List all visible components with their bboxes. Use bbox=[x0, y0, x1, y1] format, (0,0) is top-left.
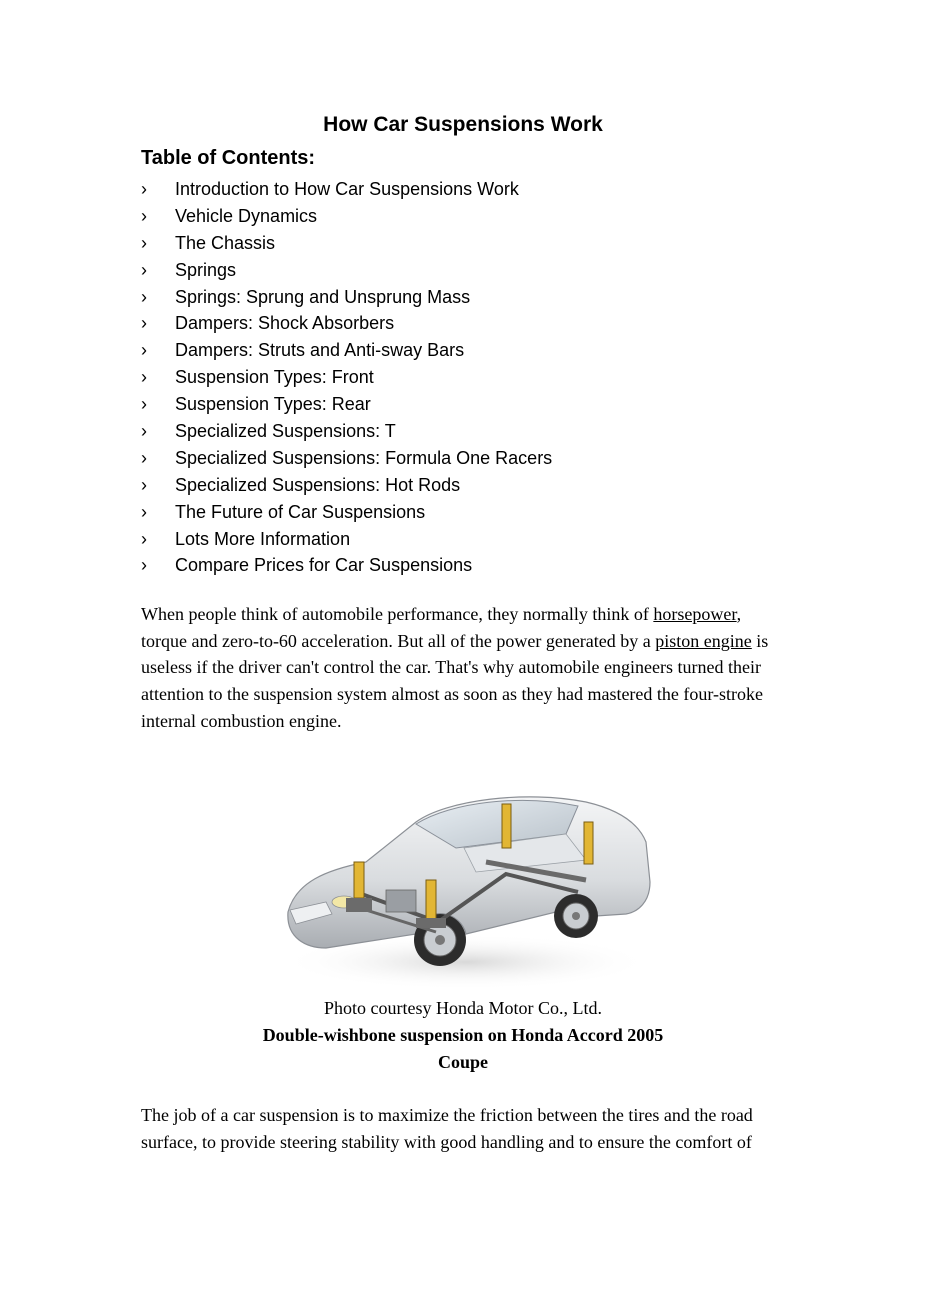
chevron-right-icon: › bbox=[141, 286, 147, 307]
toc-item-label: Springs: Sprung and Unsprung Mass bbox=[175, 286, 471, 307]
figure-caption-continued: Coupe bbox=[437, 1052, 488, 1072]
body-line: surface, to provide steering stability with good handling and to ensure the comfort of bbox=[141, 1131, 752, 1152]
toc-item[interactable] bbox=[141, 553, 552, 580]
horsepower-link[interactable]: horsepower bbox=[653, 604, 737, 624]
toc-item[interactable] bbox=[141, 231, 552, 258]
chevron-right-icon: › bbox=[141, 259, 147, 280]
figure-caption: Double-wishbone suspension on Honda Accord 2005 bbox=[262, 1025, 664, 1045]
chevron-right-icon: › bbox=[141, 421, 147, 442]
toc-item[interactable] bbox=[141, 527, 552, 554]
chevron-right-icon: › bbox=[141, 474, 147, 495]
toc-item[interactable] bbox=[141, 419, 552, 446]
toc-item-label: Springs bbox=[175, 259, 237, 280]
toc-item-label: Lots More Information bbox=[175, 528, 351, 549]
chevron-right-icon: › bbox=[141, 205, 147, 226]
toc-item-label: Specialized Suspensions: Formula One Racers bbox=[175, 447, 553, 468]
chevron-right-icon: › bbox=[141, 555, 147, 576]
intro-paragraph bbox=[141, 601, 791, 735]
toc-item[interactable] bbox=[141, 392, 552, 419]
intro-text: , torque and zero-to-60 acceleration. But all of the power generated by a bbox=[141, 604, 742, 651]
car-suspension-image bbox=[266, 762, 658, 992]
chevron-right-icon: › bbox=[141, 501, 147, 522]
intro-text: is useless if the driver can't control the car. That's why automobile engineers turned their attention to the suspension system almost as soon as they had mastered the four-stroke internal combustion engine. bbox=[141, 630, 769, 731]
chevron-right-icon: › bbox=[141, 313, 147, 334]
table-of-contents bbox=[141, 177, 552, 580]
toc-item[interactable] bbox=[141, 500, 552, 527]
toc-item-label: Compare Prices for Car Suspensions bbox=[175, 555, 473, 576]
toc-heading: Table of Contents: bbox=[141, 147, 316, 169]
chevron-right-icon: › bbox=[141, 179, 147, 199]
chevron-right-icon: › bbox=[141, 232, 147, 253]
toc-item-label: The Chassis bbox=[175, 232, 276, 253]
intro-text: When people think of automobile performance, they normally think of bbox=[141, 604, 654, 624]
toc-item[interactable] bbox=[141, 446, 552, 473]
toc-item-label: Specialized Suspensions: Hot Rods bbox=[175, 474, 461, 495]
toc-item-label: The Future of Car Suspensions bbox=[175, 501, 426, 522]
toc-item-label: Suspension Types: Front bbox=[175, 367, 374, 388]
chevron-right-icon: › bbox=[141, 447, 147, 468]
body-line: The job of a car suspension is to maximize the friction between the tires and the road bbox=[141, 1105, 753, 1125]
toc-item-label: Specialized Suspensions: T bbox=[175, 421, 396, 442]
page-title: How Car Suspensions Work bbox=[323, 113, 603, 136]
toc-item[interactable] bbox=[141, 285, 552, 312]
toc-item[interactable] bbox=[141, 311, 552, 338]
toc-item-label: Vehicle Dynamics bbox=[175, 205, 318, 226]
toc-item-label: Suspension Types: Rear bbox=[175, 394, 371, 415]
piston-engine-link[interactable]: piston engine bbox=[655, 630, 752, 651]
chevron-right-icon: › bbox=[141, 367, 147, 388]
toc-item[interactable] bbox=[141, 258, 552, 285]
toc-item[interactable] bbox=[141, 204, 552, 231]
toc-item-label: Dampers: Struts and Anti-sway Bars bbox=[175, 340, 465, 361]
chevron-right-icon: › bbox=[141, 340, 147, 361]
toc-item[interactable] bbox=[141, 177, 552, 204]
chevron-right-icon: › bbox=[141, 528, 147, 549]
toc-item[interactable] bbox=[141, 473, 552, 500]
toc-item-label: Introduction to How Car Suspensions Work bbox=[175, 179, 519, 199]
toc-item-label: Dampers: Shock Absorbers bbox=[175, 313, 395, 334]
chevron-right-icon: › bbox=[141, 394, 147, 415]
body-paragraph bbox=[141, 1102, 791, 1155]
photo-credit: Photo courtesy Honda Motor Co., Ltd. bbox=[324, 998, 602, 1018]
toc-item[interactable] bbox=[141, 338, 552, 365]
car-illustration bbox=[266, 762, 658, 992]
toc-item[interactable] bbox=[141, 365, 552, 392]
